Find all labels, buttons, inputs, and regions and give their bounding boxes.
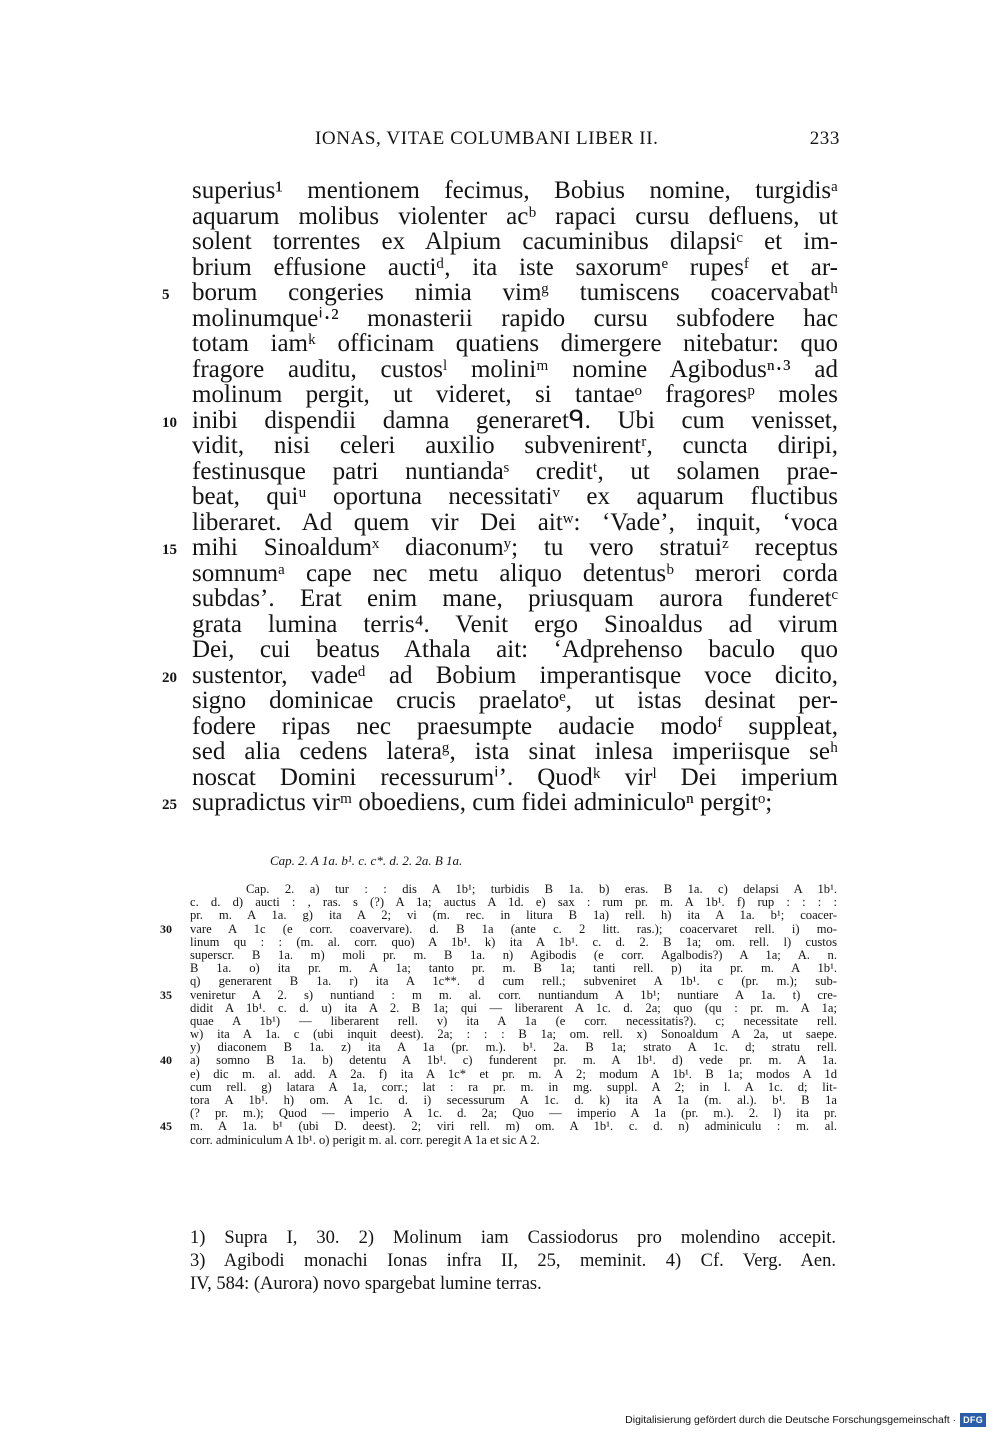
text-line-text: solent torrentes ex Alpium cacuminibus dilapsiᶜ et im-	[192, 228, 838, 255]
text-line-text: aquarum molibus violenter acᵇ rapaci cursu defluens, ut	[192, 202, 838, 230]
apparatus-line-text: linum qu : : (m. al. corr. quo) A 1b¹. k) ita A 1b¹. c. d. 2. B 1a; om. rell. l) custos	[190, 934, 837, 949]
text-line	[192, 637, 838, 663]
apparatus-line-text: w) ita A 1a. c (ubi inquit deest). 2a; : : : B 1a; om. rell. x) Sonoaldum A 2a, ut saepe.	[190, 1027, 837, 1042]
text-line-text: totam iamᵏ officinam quatiens dimergere nitebatur: quo	[192, 330, 838, 357]
apparatus-line-text: veniretur A 2. s) nuntiand : m m. al. corr. nuntiandum A 1b¹; nuntiare A 1a. t) cre-	[190, 987, 837, 1002]
text-line	[192, 459, 838, 485]
text-line	[192, 306, 838, 332]
footnote-line: IV, 584: (Aurora) novo spargebat lumine terras.	[190, 1274, 542, 1294]
footnotes	[0, 1227, 1000, 1296]
text-line	[192, 510, 838, 536]
text-line-text: molinum pergit, ut videret, si tantaeᵒ fragoresᵖ moles	[192, 381, 838, 408]
text-line	[192, 484, 838, 510]
text-line	[192, 688, 838, 714]
text-line	[162, 279, 838, 306]
text-line-text: signo dominicae crucis praelatoᵉ, ut istas desinat per-	[192, 687, 838, 714]
running-title: IONAS, VITAE COLUMBANI LIBER II.	[315, 128, 659, 149]
text-line	[192, 561, 838, 587]
line-number: 20	[162, 669, 177, 686]
main-text	[0, 178, 1000, 816]
text-line-text: molinumqueⁱ·² monasterii rapido cursu subfodere hac	[192, 304, 838, 332]
credit-text: Digitalisierung gefördert durch die Deutsche Forschungsgemeinschaft ·	[625, 1414, 957, 1426]
text-line	[192, 255, 838, 281]
text-line-text: fodere ripas nec praesumpte audacie modoᶠ suppleat,	[192, 712, 838, 740]
apparatus-line-text: c. d. d) aucti : , ras. s (?) A 1a; auctus A 1d. e) sax : rum pr. m. A 1b¹. f) rup : : : :	[190, 895, 837, 910]
text-line	[192, 357, 838, 383]
text-line-text: brium effusione auctiᵈ, ita iste saxorumᵉ rupesᶠ et ar-	[192, 253, 838, 281]
text-line-text: superius¹ mentionem fecimus, Bobius nomine, turgidisᵃ	[192, 177, 838, 204]
apparatus-line-text: corr. adminiculum A 1b¹. o) perigit m. al. corr. peregit A 1a et sic A 2.	[190, 1132, 540, 1147]
text-line-text: grata lumina terris⁴. Venit ergo Sinoaldus ad virum	[192, 610, 838, 638]
text-line-text: inibi dispendii damna generaretᑫ. Ubi cum venisset,	[192, 406, 838, 434]
digitization-credit	[625, 1411, 986, 1429]
critical-apparatus	[0, 883, 1000, 1147]
text-line	[162, 534, 838, 561]
text-line-text: borum congeries nimia vimᵍ tumiscens coacervabatʰ	[192, 279, 838, 306]
text-line	[162, 661, 838, 689]
apparatus-line-number: 35	[160, 987, 172, 1002]
text-line	[162, 406, 838, 434]
text-line-text: subdas’. Erat enim mane, priusquam aurora funderetᶜ	[192, 585, 838, 612]
apparatus-line-text: superscr. B 1a. m) moli pr. m. B 1a. n) Agibodis (e corr. Agalbodis?) A 1a; A. n.	[190, 947, 837, 962]
apparatus-line-text: m. A 1a. b¹ (ubi D. deest). 2; viri rell. m) om. A 1b¹. c. d. n) adminiculu : m. al.	[190, 1119, 837, 1134]
apparatus-line-text: q) generarent B 1a. r) ita A 1c**. d cum rell.; subveniret A 1b¹. c (pr. m.); sub-	[190, 974, 837, 989]
text-line-text: Dei, cui beatus Athala ait: ‘Adprehenso baculo quo	[192, 636, 838, 663]
apparatus-line-text: e) dic m. al. add. A 2a. f) ita A 1c* et pr. m. A 2; modum A 1b¹. B 1a; modos A 1d	[190, 1066, 837, 1081]
dfg-logo-icon: DFG	[960, 1413, 986, 1427]
line-number: 25	[162, 797, 177, 813]
apparatus-line-number: 30	[160, 921, 172, 936]
text-line-text: liberaret. Ad quem vir Dei aitʷ: ‘Vade’, inquit, ‘voca	[192, 508, 838, 536]
text-line	[192, 765, 838, 791]
apparatus-line-number: 40	[160, 1053, 172, 1068]
text-line-text: mihi Sinoaldumˣ diaconumʸ; tu vero stratuiᶻ receptus	[192, 534, 838, 561]
apparatus-line-text: (? pr. m.); Quod — imperio A 1c. d. 2a; Quo — imperio A 1a (pr. m.). 2. l) ita pr.	[190, 1106, 837, 1121]
text-line	[192, 331, 838, 357]
apparatus-line-text: vare A 1c (e corr. coavervare). d. B 1a (ante c. 2 litt. ras.); coacervaret rell. i) mo-	[190, 921, 837, 936]
text-line	[192, 586, 838, 612]
text-line	[192, 204, 838, 230]
text-line	[162, 789, 838, 816]
apparatus-line	[190, 1134, 837, 1147]
text-line	[192, 714, 838, 740]
apparatus-line-text: B 1a. o) ita pr. m. A 1a; tanto pr. m. B 1a; tanti rell. p) ita pr. m. A 1b¹.	[190, 961, 837, 976]
apparatus-line-text: pr. m. A 1a. g) ita A 2; vi (m. rec. in litura B 1a) rell. h) ita A 1a. b¹; coacer-	[190, 908, 837, 923]
running-head	[190, 128, 840, 152]
footnote-line: 1) Supra I, 30. 2) Molinum iam Cassiodorus pro molendino accepit.	[190, 1228, 836, 1248]
apparatus-line-number: 45	[160, 1119, 172, 1134]
text-line-text: vidit, nisi celeri auxilio subvenirentʳ, cuncta diripi,	[192, 432, 838, 459]
page-number: 233	[809, 128, 840, 149]
collation-heading: Cap. 2. A 1a. b¹. c. c*. d. 2. 2a. B 1a.	[270, 853, 463, 868]
text-line	[192, 433, 838, 459]
text-line	[192, 382, 838, 408]
apparatus-line-text: Cap. 2. a) tur : : dis A 1b¹; turbidis B 1a. b) eras. B 1a. c) delapsi A 1b¹.	[246, 882, 837, 896]
apparatus-line-text: y) diaconem B 1a. z) ita A 1a (pr. m.). b¹. 2a. B 1a; strato A 1c. d; stratu rell.	[190, 1040, 837, 1055]
text-line	[192, 229, 838, 255]
text-line-text: noscat Domini recessurumⁱ’. Quodᵏ virˡ Dei imperium	[192, 763, 838, 791]
apparatus-line-text: didit A 1b¹. c. d. u) ita A 2. B 1a; qui — liberarent A 1c. d. 2a; quo (qu : pr. m. A 1a;	[190, 1000, 837, 1015]
line-number: 15	[162, 542, 177, 558]
text-line-text: sed alia cedens lateraᵍ, ista sinat inlesa imperiisque seʰ	[192, 738, 838, 765]
text-line-text: supradictus virᵐ oboediens, cum fidei adminiculoⁿ pergitᵒ;	[192, 789, 773, 816]
text-line	[192, 178, 838, 204]
apparatus-line-text: tora A 1b¹. h) om. A 1c. d. i) secessurum A 1c. d. k) ita A 1a (m. al.). b¹. B 1a	[190, 1093, 837, 1107]
text-line-text: festinusque patri nuntiandaˢ creditᵗ, ut solamen prae-	[192, 457, 838, 485]
text-line-text: fragore auditu, custosˡ moliniᵐ nomine Agibodusⁿ·³ ad	[192, 355, 838, 383]
apparatus-line-text: cum rell. g) latara A 1a, corr.; lat : ra pr. m. in mg. suppl. A 2; in l. A 1c. d; lit-	[190, 1079, 837, 1094]
text-line-text: sustentor, vadeᵈ ad Bobium imperantisque voce dicito,	[192, 661, 838, 689]
line-number: 5	[162, 287, 170, 303]
apparatus-line-text: a) somno B 1a. b) detentu A 1b¹. c) funderent pr. m. A 1b¹. d) vede pr. m. A 1a.	[190, 1053, 837, 1068]
footnote-line: 3) Agibodi monachi Ionas infra II, 25, meminit. 4) Cf. Verg. Aen.	[190, 1251, 836, 1271]
line-number: 10	[162, 414, 177, 431]
text-line	[192, 739, 838, 765]
text-line-text: beat, quiᵘ oportuna necessitatiᵛ ex aquarum fluctibus	[192, 483, 838, 510]
text-line-text: somnumᵃ cape nec metu aliquo detentusᵇ merori corda	[192, 559, 838, 587]
apparatus-line-text: quae A 1b¹) — liberarent rell. v) ita A 1a (e corr. necessitatis?). c; necessitate rell.	[190, 1013, 837, 1028]
text-line	[192, 612, 838, 638]
